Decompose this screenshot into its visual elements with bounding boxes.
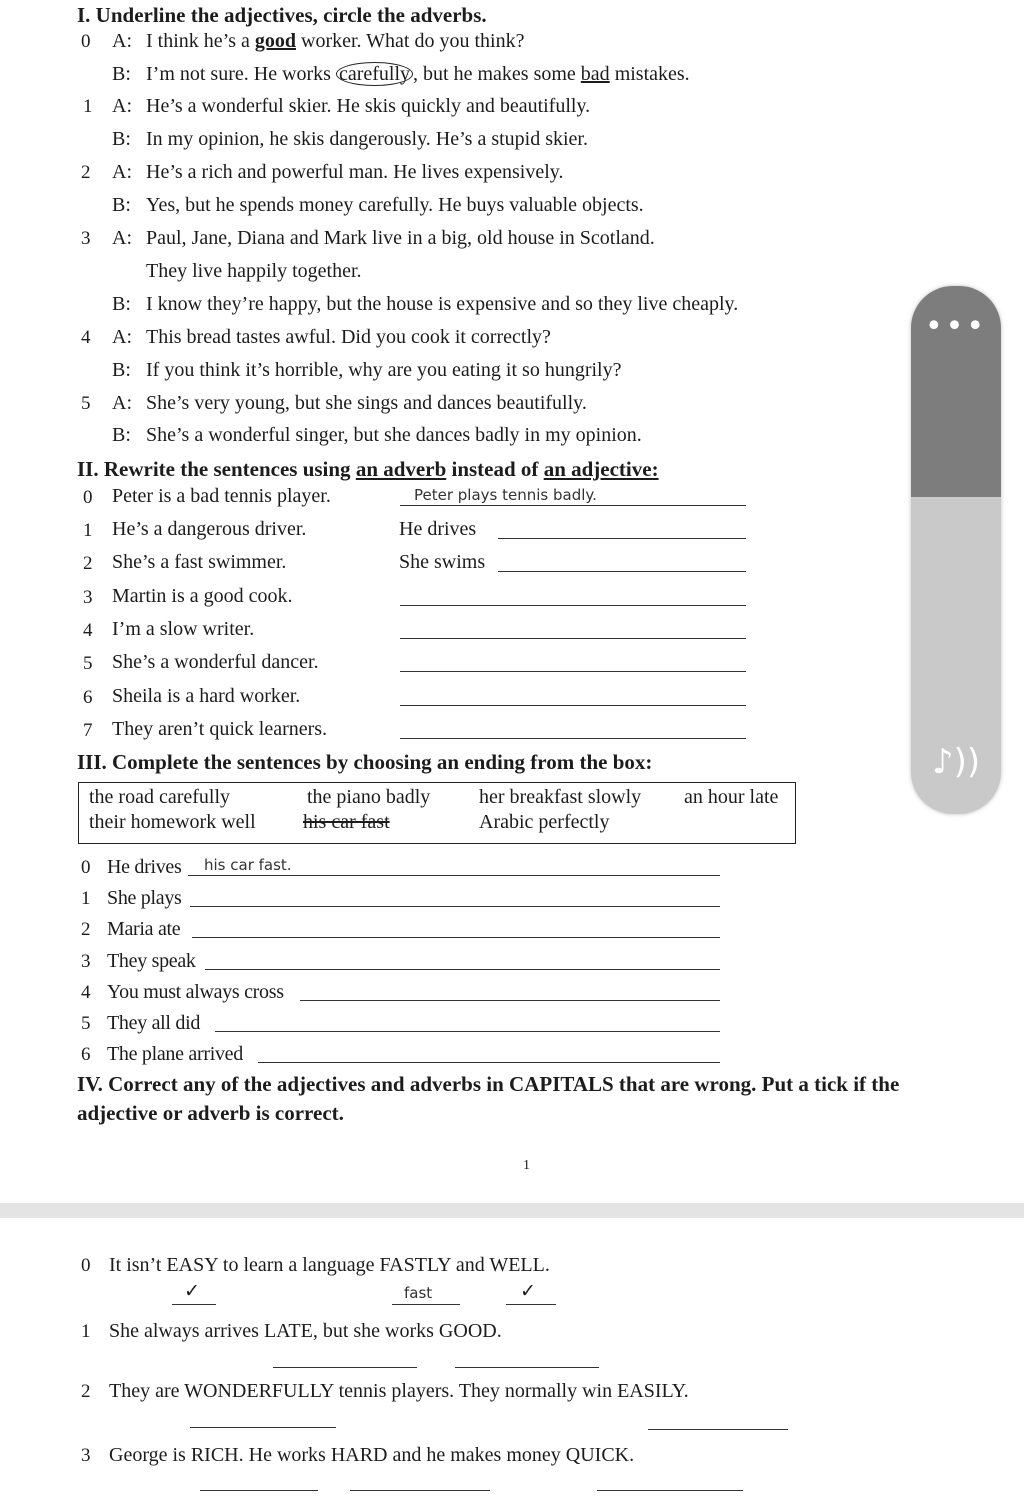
item-number: 0: [81, 31, 91, 52]
answer-line[interactable]: [400, 638, 746, 639]
item-number: 2: [81, 919, 91, 940]
answer-line[interactable]: [400, 605, 746, 606]
dialogue-line: If you think it’s horrible, why are you eating it so hungrily?: [146, 359, 622, 381]
answer-line[interactable]: [597, 1490, 743, 1491]
answer-line[interactable]: [258, 1062, 720, 1063]
handwritten-answer: fast: [404, 1284, 433, 1302]
sentence: They are WONDERFULLY tennis players. They normally win EASILY.: [109, 1380, 689, 1402]
sentence-start: Maria ate: [107, 918, 181, 940]
answer-line[interactable]: [192, 937, 720, 938]
answer-line[interactable]: [205, 969, 720, 970]
speaker-label: B:: [112, 293, 131, 315]
dialogue-line: I think he’s a good worker. What do you think?: [146, 30, 525, 52]
sentence-start: They all did: [107, 1012, 201, 1034]
answer-line[interactable]: [215, 1031, 720, 1032]
item-number: 4: [83, 620, 93, 641]
speaker-label: B:: [112, 63, 131, 85]
item-number: 6: [81, 1044, 91, 1065]
item-number: 4: [81, 327, 91, 348]
answer-line[interactable]: [190, 906, 720, 907]
answer-line: [172, 1304, 216, 1305]
speaker-icon[interactable]: ♪)): [931, 742, 981, 782]
speaker-label: A:: [112, 392, 132, 414]
item-number: 5: [81, 1013, 91, 1034]
dialogue-line: She’s a wonderful singer, but she dances badly in my opinion.: [146, 424, 642, 446]
dialogue-line: She’s very young, but she sings and dances beautifully.: [146, 392, 587, 414]
answer-line[interactable]: [273, 1367, 417, 1368]
answer-line[interactable]: [188, 875, 720, 876]
dialogue-line: Yes, but he spends money carefully. He buys valuable objects.: [146, 194, 644, 216]
source-sentence: I’m a slow writer.: [112, 618, 255, 640]
sentence-start: He drives: [107, 856, 182, 878]
item-number: 7: [83, 720, 93, 741]
box-phrase: the piano badly: [307, 786, 431, 808]
speaker-label: A:: [112, 326, 132, 348]
item-number: 1: [83, 96, 93, 117]
dialogue-line: He’s a wonderful skier. He skis quickly and beautifully.: [146, 95, 591, 117]
box-phrase: their homework well: [89, 811, 256, 833]
item-number: 0: [81, 857, 91, 878]
answer-line[interactable]: [300, 1000, 720, 1001]
page-gap: [0, 1203, 1024, 1218]
item-number: 1: [83, 520, 93, 541]
source-sentence: She’s a wonderful dancer.: [112, 651, 319, 673]
sentence-start: The plane arrived: [107, 1043, 243, 1065]
item-number: 5: [81, 393, 91, 414]
dialogue-line: Paul, Jane, Diana and Mark live in a big, old house in Scotland.: [146, 227, 655, 249]
worksheet-page-2: [0, 1218, 1024, 1511]
word-box: [78, 782, 796, 844]
underlined-adjective: good: [254, 30, 296, 52]
dialogue-line: This bread tastes awful. Did you cook it correctly?: [146, 326, 551, 348]
underlined-adjective: bad: [580, 63, 610, 85]
speaker-label: A:: [112, 227, 132, 249]
dialogue-line: He’s a rich and powerful man. He lives expensively.: [146, 161, 564, 183]
answer-line[interactable]: [400, 505, 746, 506]
item-number: 2: [83, 553, 93, 574]
circled-adverb: carefully: [336, 62, 413, 86]
dialogue-line: They live happily together.: [146, 260, 362, 282]
speaker-label: B:: [112, 128, 131, 150]
box-phrase-crossed: his car fast: [303, 811, 390, 833]
ellipsis-icon[interactable]: •••: [924, 309, 988, 344]
item-number: 1: [81, 1321, 91, 1342]
item-number: 4: [81, 982, 91, 1003]
speaker-label: B:: [112, 194, 131, 216]
answer-line[interactable]: [498, 571, 746, 572]
sentence-start: You must always cross: [107, 981, 284, 1003]
box-phrase: an hour late: [684, 786, 779, 808]
source-sentence: Sheila is a hard worker.: [112, 685, 301, 707]
sentence-start: She plays: [107, 887, 182, 909]
answer-line[interactable]: [400, 705, 746, 706]
section-4-title: IV. Correct any of the adjectives and adverbs in CAPITALS that are wrong. Put a tick if the: [77, 1072, 900, 1096]
item-number: 3: [81, 951, 91, 972]
answer-line[interactable]: [498, 538, 746, 539]
dialogue-line: I know they’re happy, but the house is expensive and so they live cheaply.: [146, 293, 739, 315]
handwritten-answer: his car fast.: [204, 856, 292, 874]
tick-answer: ✓: [520, 1281, 536, 1302]
handwritten-answer: Peter plays tennis badly.: [414, 486, 597, 504]
section-1-title: I. Underline the adjectives, circle the adverbs.: [77, 3, 487, 27]
item-number: 0: [83, 487, 93, 508]
section-2-title: II. Rewrite the sentences using an adverb instead of an adjective:: [77, 457, 659, 481]
item-number: 3: [83, 587, 93, 608]
answer-line: [506, 1304, 556, 1305]
dialogue-line: I’m not sure. He works carefully , but he makes some bad mistakes.: [146, 63, 690, 85]
source-sentence: Peter is a bad tennis player.: [112, 485, 331, 507]
box-phrase: her breakfast slowly: [479, 786, 642, 808]
answer-line[interactable]: [400, 671, 746, 672]
source-sentence: They aren’t quick learners.: [112, 718, 328, 740]
source-sentence: He’s a dangerous driver.: [112, 518, 307, 540]
dialogue-line: In my opinion, he skis dangerously. He’s a stupid skier.: [146, 128, 588, 150]
item-number: 2: [81, 162, 91, 183]
speaker-label: B:: [112, 424, 131, 446]
item-number: 2: [81, 1381, 91, 1402]
section-4-title-cont: adjective or adverb is correct.: [77, 1101, 344, 1125]
reader-scroll-widget[interactable]: [911, 286, 1001, 814]
item-number: 6: [83, 687, 93, 708]
speaker-label: B:: [112, 359, 131, 381]
source-sentence: Martin is a good cook.: [112, 585, 293, 607]
item-number: 3: [81, 1445, 91, 1466]
source-sentence: She’s a fast swimmer.: [112, 551, 287, 573]
sentence: George is RICH. He works HARD and he makes money QUICK.: [109, 1444, 635, 1466]
item-number: 3: [81, 228, 91, 249]
sentence: It isn’t EASY to learn a language FASTLY and WELL.: [109, 1254, 550, 1276]
box-phrase: Arabic perfectly: [479, 811, 610, 833]
page-number: 1: [523, 1158, 530, 1173]
answer-line: [392, 1304, 460, 1305]
sentence-start: He drives: [399, 518, 477, 540]
section-3-title: III. Complete the sentences by choosing an ending from the box:: [77, 750, 653, 774]
answer-line[interactable]: [200, 1490, 318, 1491]
box-phrase: the road carefully: [89, 786, 231, 808]
speaker-label: A:: [112, 161, 132, 183]
answer-line[interactable]: [648, 1429, 788, 1430]
tick-answer: ✓: [184, 1281, 200, 1302]
sentence-start: She swims: [399, 551, 486, 573]
answer-line[interactable]: [455, 1367, 599, 1368]
answer-line[interactable]: [190, 1427, 336, 1428]
speaker-label: A:: [112, 30, 132, 52]
sentence-start: They speak: [107, 950, 196, 972]
answer-line[interactable]: [400, 738, 746, 739]
speaker-label: A:: [112, 95, 132, 117]
item-number: 5: [83, 653, 93, 674]
sentence: She always arrives LATE, but she works GOOD.: [109, 1320, 502, 1342]
answer-line[interactable]: [350, 1490, 490, 1491]
item-number: 1: [81, 888, 91, 909]
item-number: 0: [81, 1255, 91, 1276]
